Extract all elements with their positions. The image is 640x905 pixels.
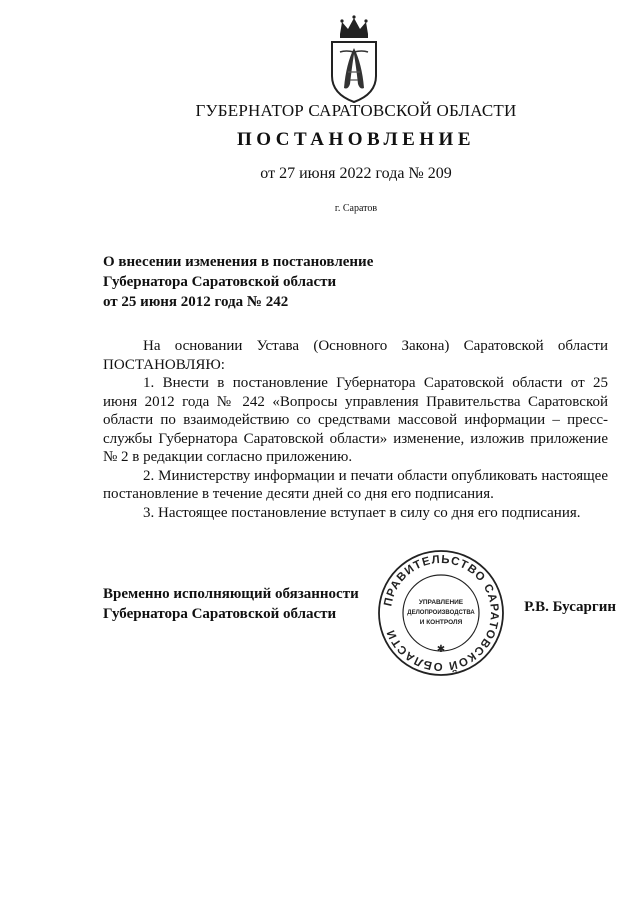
seal-inner-line-3: И КОНТРОЛЯ	[419, 619, 463, 626]
preamble-paragraph: На основании Устава (Основного Закона) Саратовской области ПОСТАНОВЛЯЮ:	[103, 338, 608, 373]
seal-star: ✱	[436, 644, 446, 655]
seal-inner-line-1: УПРАВЛЕНИЕ	[418, 599, 464, 606]
signatory-position-line-1: Временно исполняющий обязанности	[103, 586, 359, 602]
document-city: г. Саратов	[334, 203, 378, 214]
seal-inner-line-2: ДЕЛОПРОИЗВОДСТВА	[407, 610, 475, 616]
signatory-position	[103, 584, 383, 624]
document-subject	[103, 252, 433, 312]
signatory-name: Р.В. Бусаргин	[524, 599, 616, 615]
item-3-paragraph: 3. Настоящее постановление вступает в силу со дня его подписания.	[143, 504, 581, 521]
item-2-paragraph: 2. Министерству информации и печати области опубликовать настоящее постановление в течение десяти дней со дня его подписания.	[103, 467, 608, 502]
subject-line-2: Губернатора Саратовской области	[103, 274, 337, 290]
subject-line-3: от 25 июня 2012 года № 242	[103, 294, 289, 310]
subject-line-1: О внесении изменения в постановление	[103, 254, 374, 270]
coat-of-arms-icon	[326, 14, 382, 104]
signatory-position-line-2: Губернатора Саратовской области	[103, 606, 337, 622]
seal-outer-text: ПРАВИТЕЛЬСТВО САРАТОВСКОЙ ОБЛАСТИ	[382, 553, 501, 673]
official-seal-stamp	[376, 548, 506, 678]
document-type-title: ПОСТАНОВЛЕНИЕ	[236, 129, 476, 150]
item-1-paragraph: 1. Внести в постановление Губернатора Саратовской области от 25 июня 2012 года № 242 «Вопросы управления Правительства Саратовской области по взаимодействию со средствами массовой информации – пресс-службы Губернатора Саратовской области» изменение, изложив приложение № 2 в редакции согласно приложению.	[103, 375, 608, 465]
document-date-number: от 27 июня 2022 года № 209	[260, 165, 452, 182]
document-body	[103, 337, 608, 522]
issuing-authority: ГУБЕРНАТОР САРАТОВСКОЙ ОБЛАСТИ	[195, 101, 517, 120]
